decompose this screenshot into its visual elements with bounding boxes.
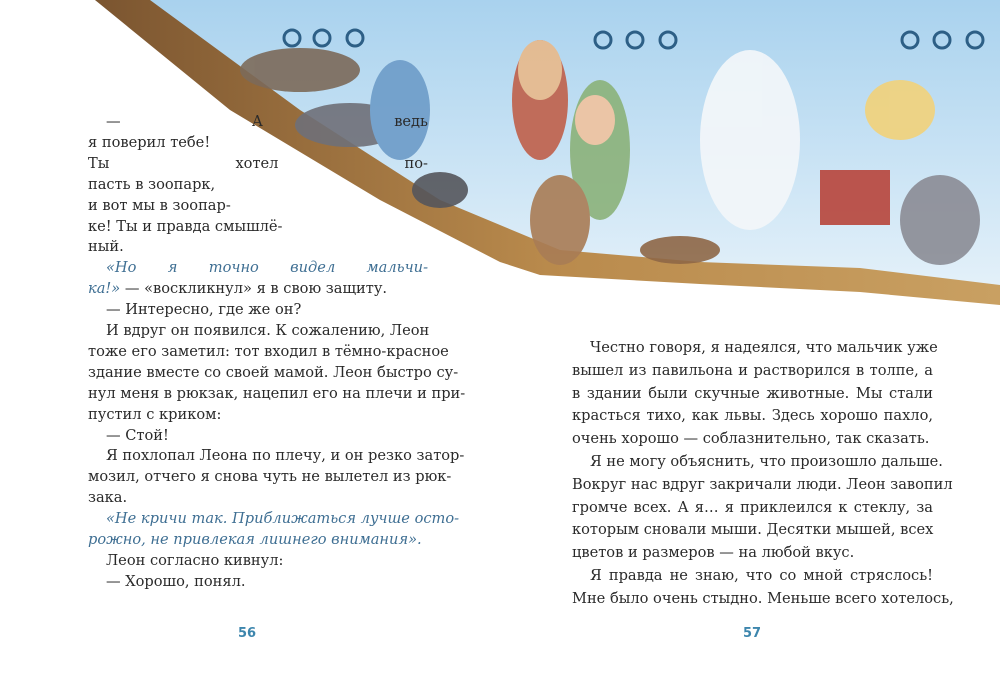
text-line: «Но я точно видел мальчи- (106, 259, 428, 277)
text-line: Вокруг нас вдруг закричали люди. Леон завопил (572, 475, 953, 493)
text-fragment: — «воскликнул» я в свою защиту. (120, 280, 388, 298)
text-line: очень хорошо — соблазнительно, так сказать. (572, 430, 930, 448)
text-line: Честно говоря, я надеялся, что мальчик уже (590, 339, 938, 356)
text-line: — Интересно, где же он? (106, 301, 302, 319)
text-line: Леон согласно кивнул: (106, 551, 284, 569)
text-line: И вдруг он появился. К сожалению, Леон (106, 322, 430, 339)
text-line: мозил, отчего я снова чуть не вылетел из рюк- (88, 468, 452, 486)
text-line: «Не кричи так. Приближаться лучше осто- (106, 510, 460, 528)
text-line: красться тихо, как львы. Здесь хорошо пахло, (572, 407, 933, 425)
text-line: тоже его заметил: тот входил в тёмно-красное (88, 342, 449, 360)
text-line: пасть в зоопарк, (88, 175, 216, 193)
text-line: здание вместе со своей мамой. Леон быстро су- (88, 363, 459, 381)
text-line: ный. (88, 238, 124, 256)
text-line: цветов и размеров — на любой вкус. (572, 544, 855, 562)
text-line: Я не могу объяснить, что произошло дальше. (590, 453, 943, 470)
text-line: рожно, не привлекая лишнего внимания». (88, 531, 422, 548)
page-number-right: 57 (743, 626, 762, 641)
text-line: — Стой! (106, 426, 169, 444)
text-line: Я правда не знаю, что со мной стряслось! (590, 567, 933, 584)
text-line: вышел из павильона и растворился в толпе, а (572, 361, 933, 379)
italic-fragment: ка!» (88, 280, 121, 298)
text-line: ке! Ты и правда смышлё- (88, 217, 283, 235)
text-line: пустил с криком: (88, 405, 222, 423)
text-line: Мне было очень стыдно. Меньше всего хотелось, (572, 589, 954, 607)
text-line: я поверил тебе! (88, 133, 211, 151)
text-line: Я похлопал Леона по плечу, и он резко затор- (106, 447, 465, 465)
text-line: в здании были скучные животные. Мы стали (572, 384, 933, 402)
text-line: Ты хотел по- (88, 154, 428, 172)
text-line: нул меня в рюкзак, нацепил его на плечи и при- (88, 384, 466, 402)
page-number-left: 56 (238, 626, 257, 641)
text-line: зака. (88, 489, 128, 507)
text-line: — Хорошо, понял. (106, 572, 246, 590)
text-line: — А ведь (106, 113, 428, 130)
text-line: и вот мы в зоопар- (88, 196, 231, 214)
text-line (88, 279, 387, 299)
text-line: которым сновали мыши. Десятки мышей, всех (572, 521, 934, 539)
text-line: громче всех. А я… я приклеился к стеклу, за (572, 498, 933, 516)
